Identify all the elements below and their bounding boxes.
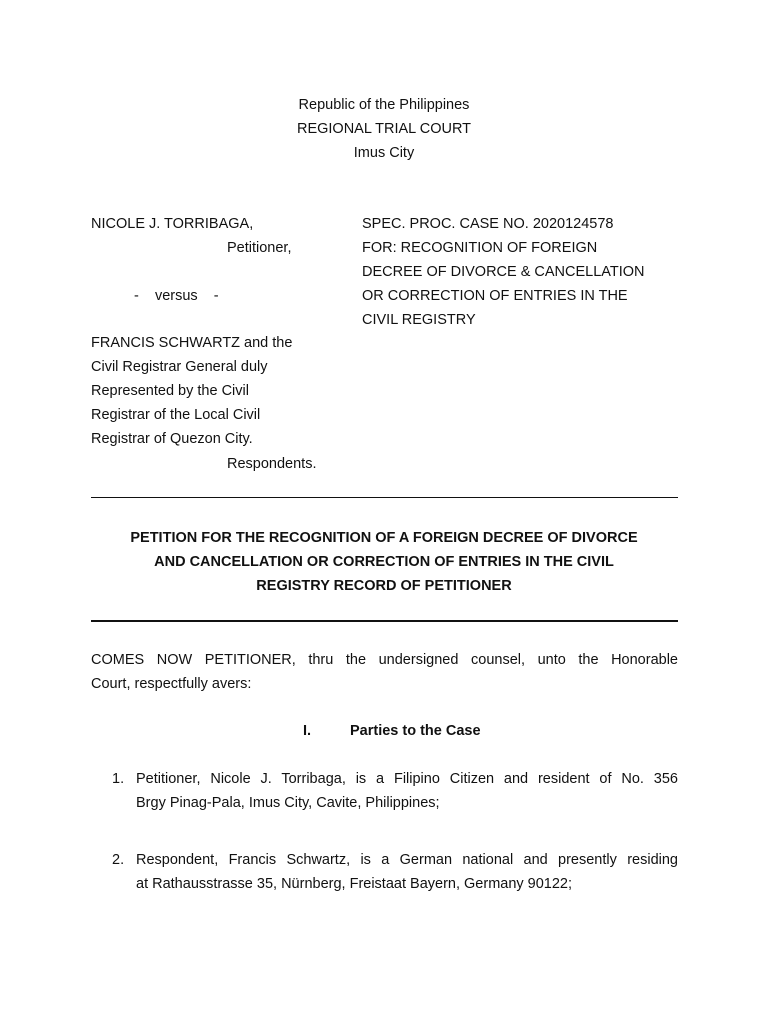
case-for-line: OR CORRECTION OF ENTRIES IN THE: [362, 288, 628, 304]
divider-top: [91, 497, 678, 498]
petition-title-line: AND CANCELLATION OR CORRECTION OF ENTRIES IN THE CIVIL: [154, 554, 614, 570]
intro-line: Court, respectfully avers:: [91, 676, 252, 692]
intro-line: COMES NOW PETITIONER, thru the undersigned counsel, unto the Honorable: [91, 652, 678, 668]
case-number: SPEC. PROC. CASE NO. 2020124578: [362, 216, 614, 232]
section-number: I.: [303, 723, 312, 739]
respondent-line: Registrar of Quezon City.: [91, 431, 253, 447]
respondents-role: Respondents.: [227, 456, 317, 472]
versus-label: - versus -: [134, 288, 219, 304]
list-item-number: 1.: [112, 771, 125, 787]
list-item-text: Petitioner, Nicole J. Torribaga, is a Filipino Citizen and resident of No. 356: [136, 771, 678, 787]
header-city: Imus City: [353, 145, 415, 161]
respondent-line: Civil Registrar General duly: [91, 359, 268, 375]
respondent-line: Registrar of the Local Civil: [91, 407, 261, 423]
header-country: Republic of the Philippines: [298, 97, 470, 113]
case-for-line: DECREE OF DIVORCE & CANCELLATION: [362, 264, 645, 280]
respondent-line: Represented by the Civil: [91, 383, 249, 399]
petitioner-name: NICOLE J. TORRIBAGA,: [91, 216, 254, 232]
petition-title-line: PETITION FOR THE RECOGNITION OF A FOREIGN DECREE OF DIVORCE: [130, 530, 638, 546]
petitioner-role: Petitioner,: [227, 240, 292, 256]
petition-title-line: REGISTRY RECORD OF PETITIONER: [256, 578, 512, 594]
section-title: Parties to the Case: [350, 723, 481, 739]
list-item-text: at Rathausstrasse 35, Nürnberg, Freistaat Bayern, Germany 90122;: [136, 876, 573, 892]
divider-bottom: [91, 620, 678, 622]
header-court: REGIONAL TRIAL COURT: [296, 121, 472, 137]
list-item-text: Respondent, Francis Schwartz, is a German national and presently residing: [136, 852, 678, 868]
list-item-text: Brgy Pinag-Pala, Imus City, Cavite, Philippines;: [136, 795, 440, 811]
list-item-number: 2.: [112, 852, 125, 868]
case-for-line: FOR: RECOGNITION OF FOREIGN: [362, 240, 598, 256]
respondent-line: FRANCIS SCHWARTZ and the: [91, 335, 293, 351]
case-for-line: CIVIL REGISTRY: [362, 312, 476, 328]
